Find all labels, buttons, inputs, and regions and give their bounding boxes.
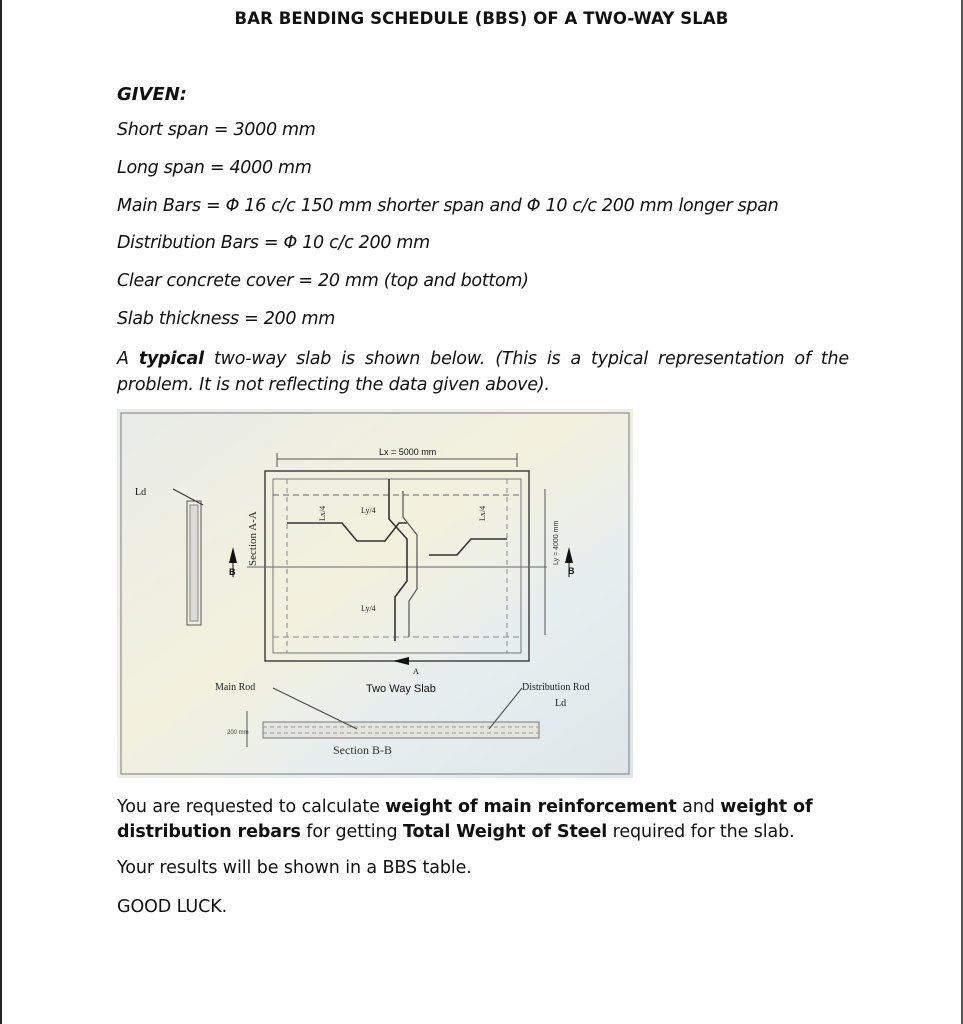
lx-dimension-label: Lx = 5000 mm (379, 447, 437, 457)
note-rest: two-way slab is shown below. (This is a typical representation of the problem. It is not reflecting the data given above). (117, 349, 849, 395)
request-text-3: for getting (300, 822, 403, 842)
given-heading: GIVEN: (117, 84, 187, 105)
section-aa-label: Section A-A (247, 511, 259, 566)
results-line: Your results will be shown in a BBS table. (117, 858, 472, 878)
lx-quarter-right: Lx/4 (478, 505, 487, 521)
two-way-slab-label: Two Way Slab (366, 683, 436, 695)
section-marker-b-right: B (568, 566, 575, 576)
request-bold-main: weight of main reinforcement (385, 797, 677, 817)
request-paragraph (117, 795, 849, 845)
thickness-label: 200 mm (227, 730, 249, 736)
given-short-span: Short span = 3000 mm (117, 120, 316, 140)
section-bb-label: Section B-B (333, 743, 392, 757)
request-text-2: and (676, 797, 721, 817)
section-marker-b-left: B (229, 567, 236, 577)
request-text-1: You are requested to calculate (117, 797, 386, 817)
given-slab-thickness: Slab thickness = 200 mm (117, 309, 335, 329)
given-long-span: Long span = 4000 mm (117, 158, 312, 178)
page-left-edge (0, 0, 2, 1024)
request-text-4: required for the slab. (607, 822, 795, 842)
given-distribution-bars: Distribution Bars = Φ 10 c/c 200 mm (117, 233, 430, 253)
request-bold-distribution: weight of distribution rebars (117, 797, 813, 842)
ly-quarter-top: Ly/4 (361, 506, 376, 515)
main-rod-label: Main Rod (215, 682, 256, 693)
two-way-slab-figure (117, 409, 633, 778)
ld-label-right: Ld (555, 698, 567, 709)
ly-quarter-bottom: Ly/4 (361, 604, 376, 613)
given-clear-cover: Clear concrete cover = 20 mm (top and bottom) (117, 271, 529, 291)
section-marker-a: A (413, 667, 419, 676)
lx-quarter-left: Lx/4 (318, 505, 327, 521)
distribution-rod-label: Distribution Rod (522, 682, 590, 693)
note-bold-word: typical (138, 349, 204, 369)
ly-dimension-label: Ly = 4000 mm (553, 520, 560, 565)
note-prefix: A (117, 349, 139, 369)
ld-label-left: Ld (135, 487, 147, 498)
given-main-bars: Main Bars = Φ 16 c/c 150 mm shorter span and Φ 10 c/c 200 mm longer span (117, 196, 779, 216)
request-bold-total: Total Weight of Steel (402, 822, 608, 842)
closing-line: GOOD LUCK. (117, 897, 228, 917)
page-title: BAR BENDING SCHEDULE (BBS) OF A TWO-WAY SLAB (234, 9, 729, 28)
typical-slab-note (117, 346, 849, 398)
